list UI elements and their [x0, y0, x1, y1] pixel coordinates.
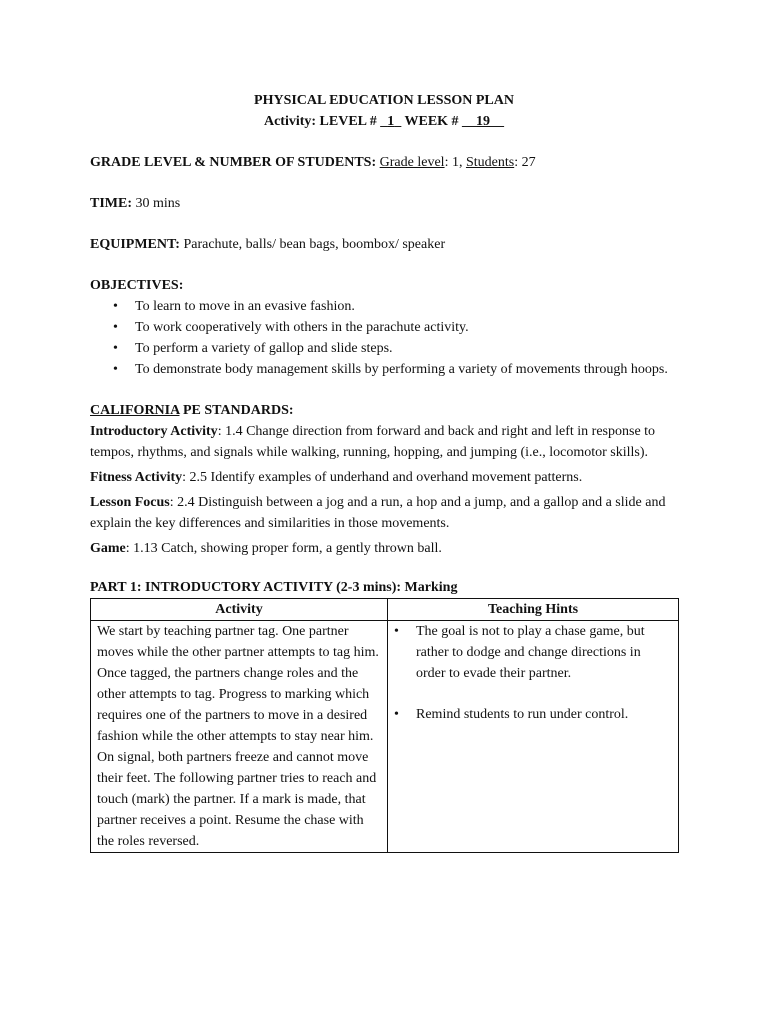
activity-column-header: Activity [91, 599, 388, 621]
grade-line [90, 152, 678, 173]
objective-text: To learn to move in an evasive fashion. [135, 299, 355, 314]
standard-label: Lesson Focus [90, 495, 170, 510]
grade-heading: GRADE LEVEL & NUMBER OF STUDENTS: [90, 155, 377, 170]
standard-text: : 1.13 Catch, showing proper form, a gently thrown ball. [125, 541, 442, 556]
standard-label: Introductory Activity [90, 424, 218, 439]
week-number: 19 [476, 114, 491, 129]
standard-item [90, 467, 678, 488]
standard-item [90, 492, 678, 534]
activity-prefix: Activity: LEVEL # _ [263, 114, 388, 129]
standard-text: : 1.4 Change direction from forward and back and right and left in response to tempos, rhythms, and signals while walking, running, hopping, and jumping (i.e., locomotor skills). [90, 424, 656, 460]
hints-cell [388, 621, 679, 853]
hint-text: The goal is not to play a chase game, but rather to dodge and change directions in order to evade their partner. [416, 624, 645, 681]
objectives-heading: OBJECTIVES: [90, 278, 184, 293]
grade-level-value: : 1, [444, 155, 466, 170]
objective-item [113, 317, 678, 338]
bullet-icon: • [113, 362, 118, 377]
part1-heading: PART 1: INTRODUCTORY ACTIVITY (2-3 mins): Marking [90, 580, 458, 595]
standard-item [90, 538, 678, 559]
objective-item [113, 296, 678, 317]
objective-text: To demonstrate body management skills by performing a variety of movements through hoops. [135, 362, 668, 377]
activity-mid: _ WEEK # __ [394, 114, 477, 129]
activity-line [90, 111, 678, 132]
standard-label: Fitness Activity [90, 470, 183, 485]
hints-column-header: Teaching Hints [388, 599, 679, 621]
hint-item [394, 621, 672, 684]
objectives-list [90, 296, 678, 380]
standard-text: : 2.5 Identify examples of underhand and overhand movement patterns. [182, 470, 583, 485]
table-row [91, 621, 679, 853]
equipment-value: Parachute, balls/ bean bags, boombox/ speaker [179, 237, 446, 252]
level-number: 1 [387, 114, 395, 129]
standard-text: : 2.4 Distinguish between a jog and a run, a hop and a jump, and a gallop and a slide and explain the key differences and similarities in those movements. [90, 495, 666, 531]
title: PHYSICAL EDUCATION LESSON PLAN [254, 93, 514, 108]
bullet-icon: • [113, 320, 118, 335]
bullet-icon: • [113, 299, 118, 314]
table-header-row [91, 599, 679, 621]
document-title [90, 90, 678, 132]
standard-label: Game [90, 541, 126, 556]
objective-item [113, 359, 678, 380]
equipment-line [90, 234, 678, 255]
activity-suffix: __ [490, 114, 505, 129]
bullet-icon: • [394, 624, 399, 639]
hint-item [394, 704, 672, 725]
activity-cell: We start by teaching partner tag. One partner moves while the other partner attempts to tag him. Once tagged, the partners change roles and the other attempts to tag. Progress to marking which requires one of the partners to move in a desired fashion while the other attempts to stay near him. On signal, both partners freeze and cannot move their feet. The following partner tries to reach and touch (mark) the partner. If a mark is made, that partner receives a point. Resume the chase with the roles reversed. [91, 621, 388, 853]
time-line [90, 193, 678, 214]
standards-heading-state: CALIFORNIA [90, 403, 180, 418]
students-value: : 27 [514, 155, 536, 170]
objective-text: To work cooperatively with others in the parachute activity. [135, 320, 469, 335]
standard-item [90, 421, 678, 463]
grade-level-label: Grade level [379, 155, 445, 170]
objective-text: To perform a variety of gallop and slide steps. [135, 341, 393, 356]
equipment-heading: EQUIPMENT: [90, 237, 180, 252]
students-label: Students [465, 155, 515, 170]
bullet-icon: • [113, 341, 118, 356]
objective-item [113, 338, 678, 359]
time-heading: TIME: [90, 196, 132, 211]
bullet-icon: • [394, 707, 399, 722]
hint-text: Remind students to run under control. [416, 707, 629, 722]
standards-heading-rest: PE STANDARDS: [179, 403, 294, 418]
time-value: 30 mins [132, 196, 181, 211]
standards-heading [90, 400, 678, 421]
part1-table [90, 598, 679, 853]
